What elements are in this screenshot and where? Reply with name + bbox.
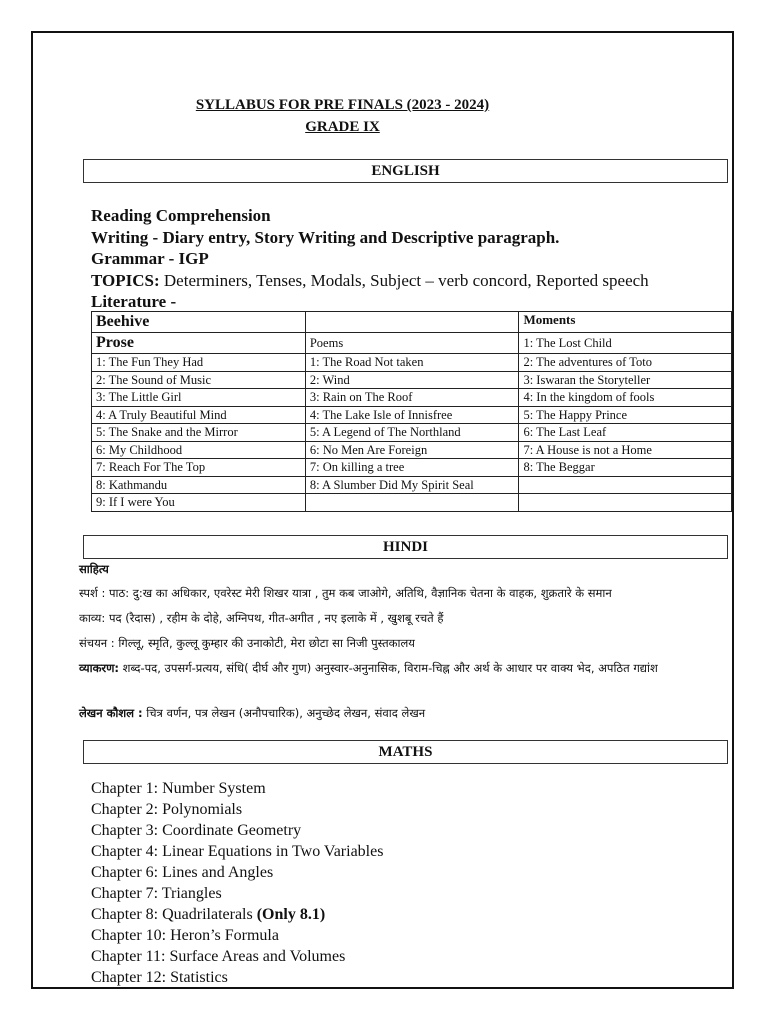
table-row <box>92 441 732 459</box>
prose-header: Prose <box>92 333 306 354</box>
table-cell <box>519 476 732 494</box>
list-item: Chapter 11: Surface Areas and Volumes <box>91 948 346 965</box>
grade-title: GRADE IX <box>305 119 380 135</box>
table-cell: 4: A Truly Beautiful Mind <box>92 406 306 424</box>
chapter-8-label: Chapter 8: Quadrilaterals <box>91 906 253 923</box>
list-item: Chapter 3: Coordinate Geometry <box>91 822 302 839</box>
table-cell: 8: The Beggar <box>519 459 732 477</box>
hindi-heading: HINDI <box>83 535 728 559</box>
topics-text: Determiners, Tenses, Modals, Subject – verb concord, Reported speech <box>159 270 649 290</box>
table-cell: 9: If I were You <box>92 494 306 512</box>
table-cell: 5: The Happy Prince <box>519 406 732 424</box>
chapter-8-note: (Only 8.1) <box>252 906 326 923</box>
vyakaran-text: शब्द-पद, उपसर्ग-प्रत्यय, संधि( दीर्घ और गुण) अनुस्वार-अनुनासिक, विराम-चिह्न और अर्थ के आधार पर वाक्य भेद, अपठित गद्यांश <box>119 661 658 675</box>
table-row <box>92 354 732 372</box>
table-row <box>92 389 732 407</box>
table-cell: 4: In the kingdom of fools <box>519 389 732 407</box>
beehive-header: Beehive <box>92 312 306 333</box>
table-cell: 5: A Legend of The Northland <box>305 424 519 442</box>
table-cell: 1: The Lost Child <box>519 333 732 354</box>
topics-line <box>91 270 649 292</box>
list-item: Chapter 1: Number System <box>91 780 266 797</box>
writing-line: Writing - Diary entry, Story Writing and Descriptive paragraph. <box>91 227 560 247</box>
list-item <box>91 904 383 925</box>
table-cell: 1: The Road Not taken <box>305 354 519 372</box>
lekhan-text: चित्र वर्णन, पत्र लेखन (अनौपचारिक), अनुच्छेद लेखन, संवाद लेखन <box>142 706 426 720</box>
english-content <box>91 205 649 313</box>
literature-line: Literature - <box>91 292 177 311</box>
hindi-kavya: काव्य: पद (रैदास) , रहीम के दोहे, अग्निपथ, गीत-अगीत , नए इलाके में , खुशबू रचते हैं <box>79 611 444 625</box>
table-cell: 2: Wind <box>305 371 519 389</box>
table-cell: 6: The Last Leaf <box>519 424 732 442</box>
table-cell: 8: A Slumber Did My Spirit Seal <box>305 476 519 494</box>
table-cell: 8: Kathmandu <box>92 476 306 494</box>
hindi-sanchayan: संचयन : गिल्लू, स्मृति, कुल्लू कुम्हार की उनाकोटी, मेरा छोटा सा निजी पुस्तकालय <box>79 636 415 650</box>
grammar-line: Grammar - IGP <box>91 249 209 268</box>
table-cell <box>305 494 519 512</box>
table-cell: 3: Rain on The Roof <box>305 389 519 407</box>
table-cell: 7: Reach For The Top <box>92 459 306 477</box>
table-cell <box>519 494 732 512</box>
vyakaran-label: व्याकरण: <box>79 661 120 675</box>
list-item: Chapter 2: Polynomials <box>91 801 243 818</box>
lekhan-label: लेखन कौशल : <box>79 706 143 720</box>
syllabus-page <box>31 31 734 989</box>
table-cell: 3: The Little Girl <box>92 389 306 407</box>
list-item: Chapter 6: Lines and Angles <box>91 864 274 881</box>
table-cell: 6: No Men Are Foreign <box>305 441 519 459</box>
table-cell: 7: A House is not a Home <box>519 441 732 459</box>
hindi-sahitya <box>79 561 719 577</box>
table-row <box>92 406 732 424</box>
list-item: Chapter 4: Linear Equations in Two Variables <box>91 843 384 860</box>
empty-cell <box>305 312 519 333</box>
maths-heading: MATHS <box>83 740 728 764</box>
table-cell: 1: The Fun They Had <box>92 354 306 372</box>
poems-header: Poems <box>305 333 519 354</box>
sahitya-label: साहित्य <box>79 562 109 576</box>
table-cell: 6: My Childhood <box>92 441 306 459</box>
table-cell: 4: The Lake Isle of Innisfree <box>305 406 519 424</box>
english-heading: ENGLISH <box>83 159 728 183</box>
table-cell: 2: The Sound of Music <box>92 371 306 389</box>
maths-chapter-list <box>91 778 383 988</box>
document-title: SYLLABUS FOR PRE FINALS (2023 - 2024) <box>195 97 490 113</box>
hindi-vyakaran <box>79 660 719 676</box>
moments-header: Moments <box>519 312 732 333</box>
table-row <box>92 476 732 494</box>
table-row <box>92 459 732 477</box>
list-item: Chapter 10: Heron’s Formula <box>91 927 279 944</box>
hindi-lekhan <box>79 705 719 721</box>
table-cell: 3: Iswaran the Storyteller <box>519 371 732 389</box>
literature-table <box>91 311 732 512</box>
topics-label: TOPICS: <box>91 270 160 290</box>
reading-line: Reading Comprehension <box>91 206 271 225</box>
table-row <box>92 494 732 512</box>
list-item: Chapter 12: Statistics <box>91 969 228 986</box>
table-row <box>92 424 732 442</box>
table-cell: 2: The adventures of Toto <box>519 354 732 372</box>
table-row <box>92 371 732 389</box>
list-item: Chapter 7: Triangles <box>91 885 222 902</box>
hindi-sparsh: स्पर्श : पाठ: दु:ख का अधिकार, एवरेस्ट मेरी शिखर यात्रा , तुम कब जाओगे, अतिथि, वैज्ञानिक चेतना के वाहक, शुक्रतारे के समान <box>79 586 612 600</box>
table-cell: 5: The Snake and the Mirror <box>92 424 306 442</box>
table-cell: 7: On killing a tree <box>305 459 519 477</box>
